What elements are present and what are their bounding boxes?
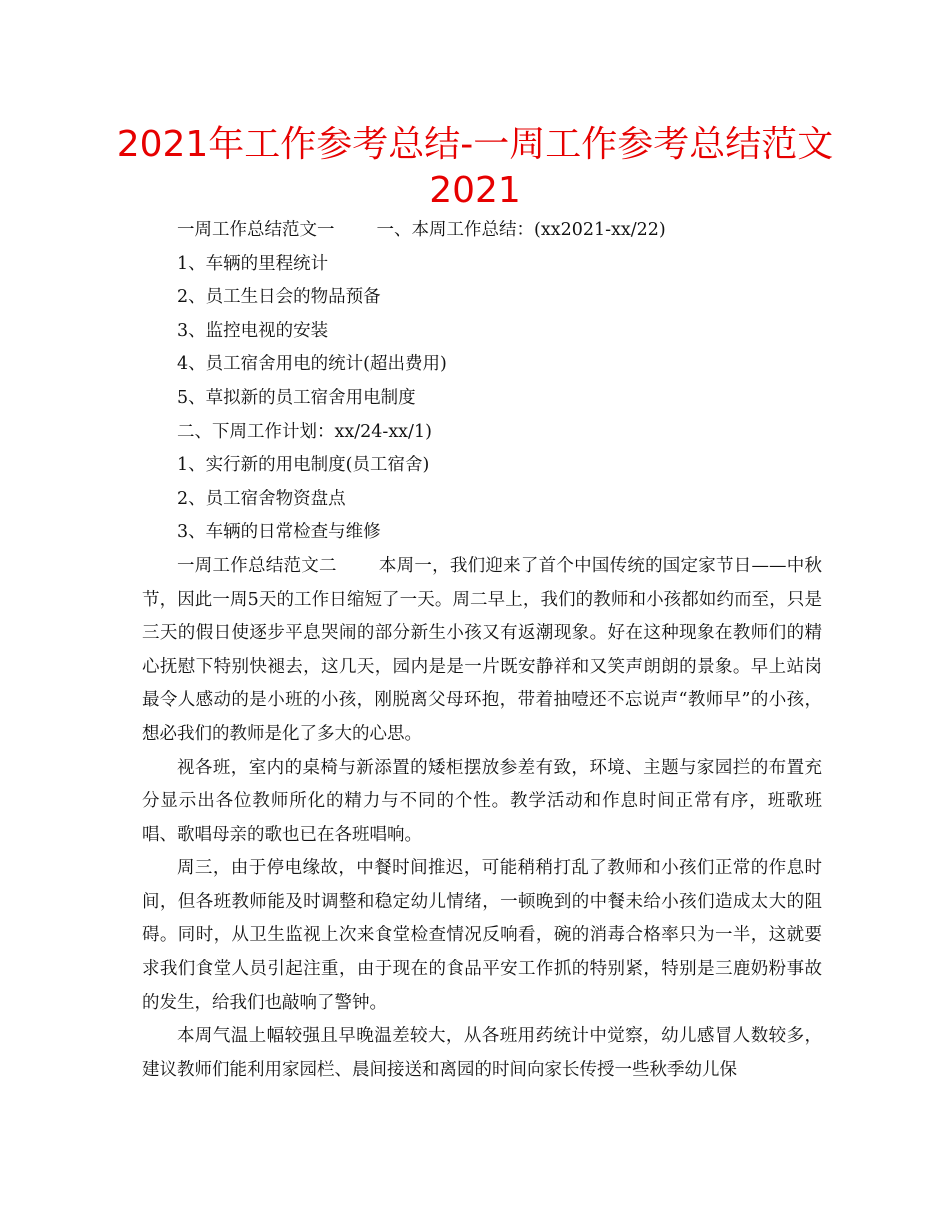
section1-heading	[142, 214, 822, 248]
body-paragraph: 视各班，室内的桌椅与新添置的矮柜摆放参差有致，环境、主题与家园拦的布置充分显示出各位教师所化的精力与不同的个性。教学活动和作息时间正常有序，班歌班唱、歌唱母亲的歌也已在各班唱响。	[142, 757, 822, 845]
body-paragraph: 周三，由于停电缘故，中餐时间推迟，可能稍稍打乱了教师和小孩们正常的作息时间，但各班教师能及时调整和稳定幼儿情绪，一顿晚到的中餐未给小孩们造成太大的阻碍。同时，从卫生监视上次来食堂检查情况反响看，碗的消毒合格率只为一半，这就要求我们食堂人员引起注重，由于现在的食品平安工作抓的特别紧，特别是三鹿奶粉事故的发生，给我们也敲响了警钟。	[142, 858, 822, 1013]
list-item: 1、实行新的用电制度(员工宿舍)	[177, 455, 430, 476]
section1-heading-right: 一、本周工作总结：(xx2021-xx/22)	[376, 220, 666, 240]
section2-paragraph-text: 本周一，我们迎来了首个中国传统的国定家节日——中秋节，因此一周5天的工作日缩短了一天。周二早上，我们的教师和小孩都如约而至，只是三天的假日使逐步平息哭闹的部分新生小孩又有返潮现象。好在这种现象在教师们的精心抚慰下特别快褪去，这几天，园内是是一片既安静祥和又笑声朗朗的景象。早上站岗最令人感动的是小班的小孩，刚脱离父母环抱，带着抽噎还不忘说声“教师早”的小孩，想必我们的教师是化了多大的心思。	[142, 555, 823, 744]
section2-heading-left: 一周工作总结范文二	[177, 555, 337, 576]
list-item: 4、员工宿舍用电的统计(超出费用)	[177, 354, 447, 375]
list-item: 3、车辆的日常检查与维修	[177, 522, 381, 543]
body-paragraph: 本周气温上幅较强且早晚温差较大，从各班用药统计中觉察，幼儿感冒人数较多，建议教师们能利用家园栏、晨间接送和离园的时间向家长传授一些秋季幼儿保	[142, 1026, 822, 1080]
list-item: 3、监控电视的安装	[177, 320, 329, 341]
document-body	[142, 214, 822, 1087]
list-item: 1、车辆的里程统计	[177, 253, 329, 274]
list-item: 2、员工生日会的物品预备	[177, 287, 381, 308]
list-item: 5、草拟新的员工宿舍用电制度	[177, 387, 416, 408]
list-item: 2、员工宿舍物资盘点	[177, 488, 346, 509]
document-title: 2021年工作参考总结-一周工作参考总结范文2021	[116, 124, 834, 211]
section1-heading-left: 一周工作总结范文一	[177, 220, 335, 240]
section2-first-paragraph	[142, 550, 822, 752]
plan-heading: 二、下周工作计划：xx/24-xx/1)	[177, 421, 432, 442]
